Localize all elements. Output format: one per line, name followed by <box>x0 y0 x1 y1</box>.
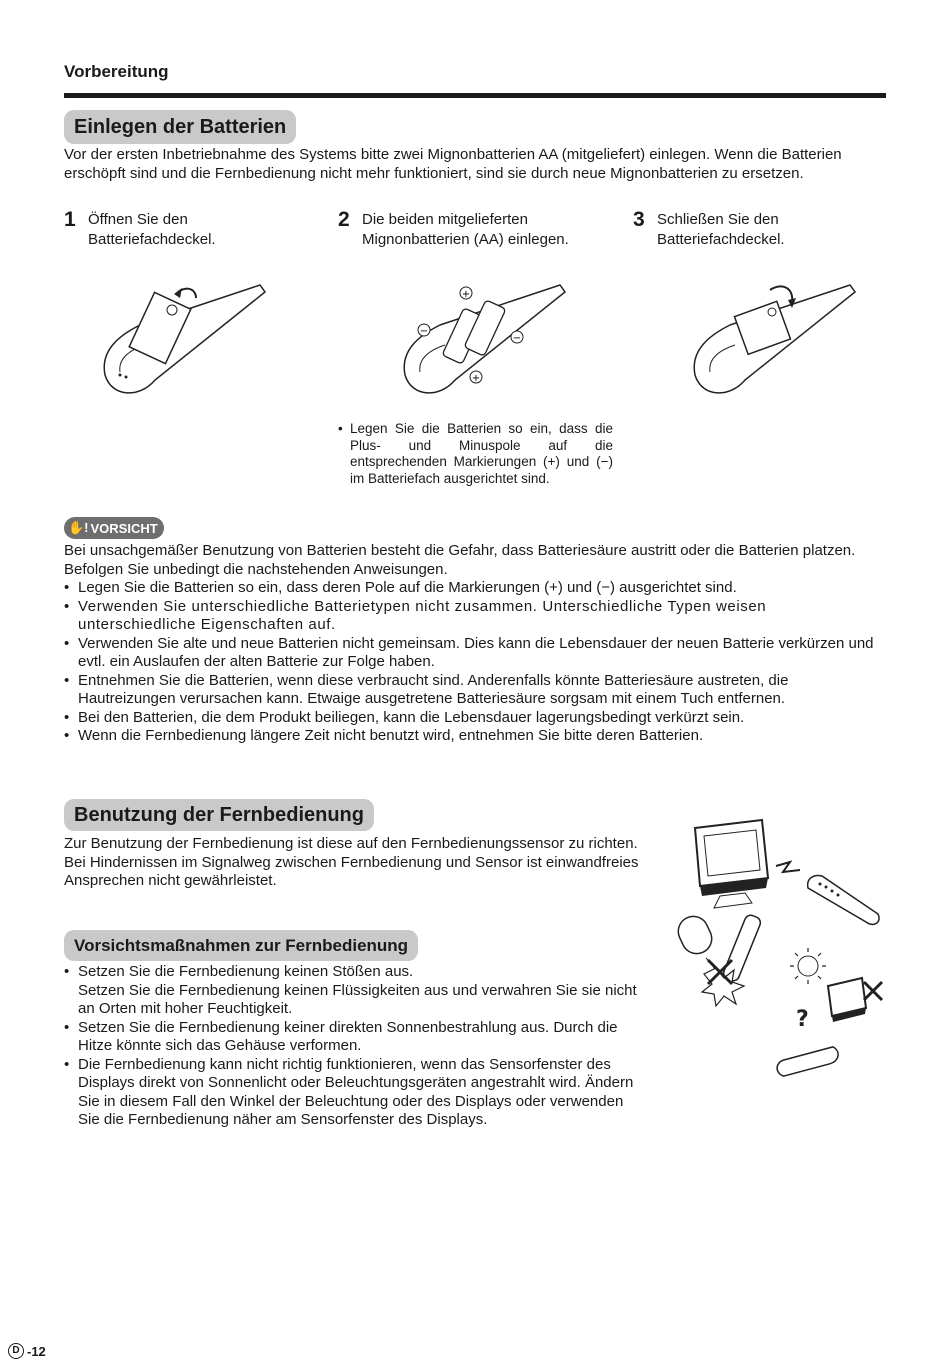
hand-warning-icon: ✋! <box>68 520 89 535</box>
step-number: 3 <box>633 208 645 231</box>
precautions-heading: Vorsichtsmaßnahmen zur Fernbedienung <box>64 930 418 961</box>
step-number: 2 <box>338 208 350 231</box>
caution-list <box>64 579 886 746</box>
caution-block <box>64 542 886 746</box>
list-item: • Verwenden Sie alte und neue Batterien nicht gemeinsam. Dies kann die Lebensdauer der neuen Batterie verkürzen und evtl. ein Auslaufen der alten Batterie zur Folge haben. <box>64 634 874 670</box>
precautions-list <box>64 963 648 1130</box>
step-number: 1 <box>64 208 76 231</box>
batteries-heading: Einlegen der Batterien <box>64 110 296 144</box>
remote-open-cover-illustration <box>100 280 270 405</box>
list-item: • Setzen Sie die Fernbedienung keinen Stößen aus. Setzen Sie die Fernbedienung keinen Flüssigkeiten aus und verwahren Sie sie nicht an Orten mit hoher Feuchtigkeit. <box>64 963 637 1017</box>
list-item: • Die Fernbedienung kann nicht richtig funktionieren, wenn das Sensorfenster des Displays direkt von Sonnenlicht oder Beleuchtungsgeräten angestrahlt wird. Ändern Sie in diesem Fall den Winkel der Beleuchtung oder des Displays oder verwenden Sie die Fernbedienung näher am Sensorfenster des Displays. <box>64 1055 634 1128</box>
svg-text:−: − <box>419 326 429 337</box>
list-item: • Setzen Sie die Fernbedienung keiner direkten Sonnenbestrahlung aus. Durch die Hitze könnte sich das Gehäuse verformen. <box>64 1018 618 1054</box>
step-3 <box>633 210 903 250</box>
step-2 <box>338 210 608 250</box>
list-item: • Wenn die Fernbedienung längere Zeit nicht benutzt wird, entnehmen Sie bitte deren Batterien. <box>64 727 704 744</box>
usage-text: Zur Benutzung der Fernbedienung ist diese auf den Fernbedienungssensor zu richten. Bei Hindernissen im Signalweg zwischen Fernbedienung und Sensor ist einwandfreies Ansprechen nicht gewährleistet. <box>64 835 639 889</box>
caution-intro: Bei unsachgemäßer Benutzung von Batterien besteht die Gefahr, dass Batteriesäure austritt oder die Batterien platzen. Befolgen Sie unbedingt die nachstehenden Anweisungen. <box>64 542 856 578</box>
language-badge: D <box>8 1343 24 1359</box>
page-number: -12 <box>27 1343 46 1359</box>
svg-text:+: + <box>471 373 481 384</box>
section-label: Vorbereitung <box>64 62 169 81</box>
precautions-block <box>64 963 648 1130</box>
note-text: Legen Sie die Batterien so ein, dass die Plus- und Minuspole auf die entsprechenden Markierungen (+) und (−) im Batteriefach ausgerichtet sind. <box>350 421 613 486</box>
step-text: Schließen Sie den Batteriefachdeckel. <box>657 211 785 248</box>
list-item: • Entnehmen Sie die Batterien, wenn diese verbraucht sind. Anderenfalls könnte Batteriesäure austreten, die Hautreizungen verursachen kann. Etwaige ausgetretene Batteriesäure sorgsam mit einem Tuch entfernen. <box>64 671 789 707</box>
battery-polarity-note <box>338 421 613 487</box>
list-item: • Verwenden Sie unterschiedliche Batterietypen nicht zusammen. Unterschiedliche Typen weisen unterschiedliche Eigenschaften auf. <box>64 597 767 633</box>
step-1 <box>64 210 334 250</box>
precautions-illustration <box>676 908 886 1103</box>
svg-text:+: + <box>461 289 471 300</box>
remote-batteries-illustration <box>400 280 570 405</box>
caution-badge <box>64 517 164 539</box>
header-rule <box>64 93 886 98</box>
usage-heading: Benutzung der Fernbedienung <box>64 799 374 831</box>
list-item: • Bei den Batterien, die dem Produkt beiliegen, kann die Lebensdauer lagerungsbedingt verkürzt sein. <box>64 708 745 726</box>
remote-close-cover-illustration <box>690 280 860 405</box>
step-text: Die beiden mitgelieferten Mignonbatterien (AA) einlegen. <box>362 211 569 248</box>
svg-text:?: ? <box>796 1007 809 1032</box>
svg-text:−: − <box>512 333 522 344</box>
page-footer <box>8 1343 46 1359</box>
caution-label: VORSICHT <box>90 520 158 536</box>
step-text: Öffnen Sie den Batteriefachdeckel. <box>88 211 216 248</box>
list-item: • Legen Sie die Batterien so ein, dass deren Pole auf die Markierungen (+) und (−) ausgerichtet sind. <box>64 579 737 596</box>
batteries-intro: Vor der ersten Inbetriebnahme des Systems bitte zwei Mignonbatterien AA (mitgeliefert) einlegen. Wenn die Batterien erschöpft sind und die Fernbedienung nicht mehr funktioniert, sind sie durch neue Mignonbatterien zu ersetzen. <box>64 146 842 182</box>
bullet: • <box>338 421 343 436</box>
